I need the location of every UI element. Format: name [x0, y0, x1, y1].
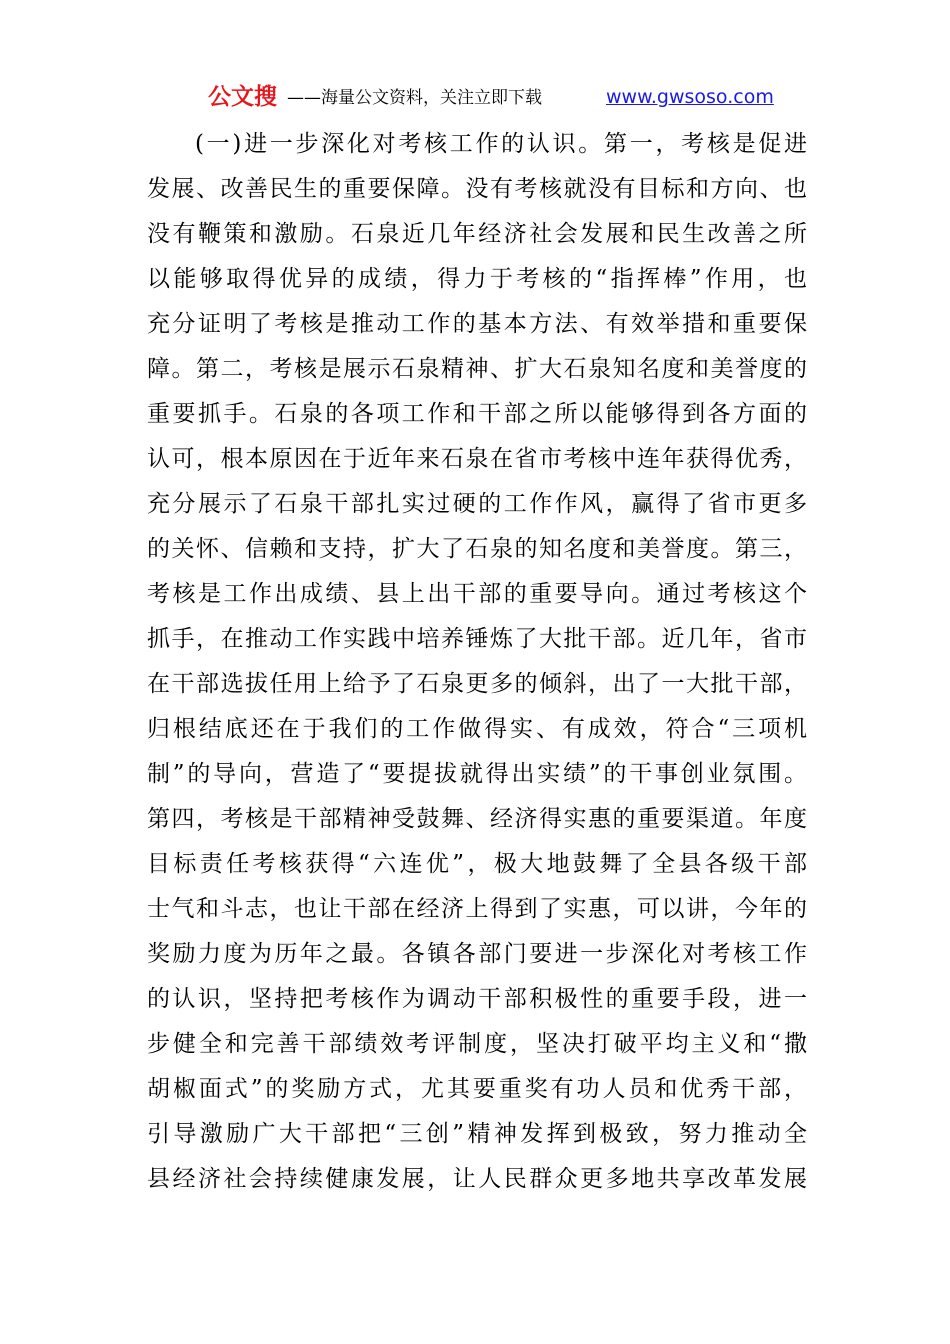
site-link[interactable]: www.gwsoso.com	[606, 86, 774, 108]
text-line: 没有鞭策和激励。石泉近几年经济社会发展和民生改善之所	[147, 221, 807, 247]
text-line: 以能够取得优异的成绩，得力于考核的“指挥棒”作用，也	[147, 266, 807, 292]
text-line: 发展、改善民生的重要保障。没有考核就没有目标和方向、也	[147, 176, 807, 202]
text-line: 归根结底还在于我们的工作做得实、有成效，符合“三项机	[147, 716, 807, 742]
header-tagline: ——海量公文资料，关注立即下载	[287, 88, 542, 108]
text-line: 障。第二，考核是展示石泉精神、扩大石泉知名度和美誉度的	[147, 356, 807, 382]
text-line: 充分展示了石泉干部扎实过硬的工作作风，赢得了省市更多	[147, 491, 807, 517]
text-line: 抓手，在推动工作实践中培养锤炼了大批干部。近几年，省市	[147, 626, 807, 652]
text-line: (一)进一步深化对考核工作的认识。第一，考核是促进	[195, 131, 807, 157]
page-header	[0, 82, 950, 116]
brand-logo-text: 公文搜	[208, 84, 277, 110]
text-line: 在干部选拔任用上给予了石泉更多的倾斜，出了一大批干部，	[147, 671, 807, 697]
text-line: 胡椒面式”的奖励方式，尤其要重奖有功人员和优秀干部，	[147, 1076, 807, 1102]
text-line: 步健全和完善干部绩效考评制度，坚决打破平均主义和“撒	[147, 1031, 807, 1057]
text-line: 奖励力度为历年之最。各镇各部门要进一步深化对考核工作	[147, 941, 807, 967]
text-line: 的关怀、信赖和支持，扩大了石泉的知名度和美誉度。第三，	[147, 536, 807, 562]
text-line: 县经济社会持续健康发展，让人民群众更多地共享改革发展	[147, 1166, 807, 1192]
text-line: 士气和斗志，也让干部在经济上得到了实惠，可以讲，今年的	[147, 896, 807, 922]
text-line: 考核是工作出成绩、县上出干部的重要导向。通过考核这个	[147, 581, 807, 607]
text-line: 的认识，坚持把考核作为调动干部积极性的重要手段，进一	[147, 986, 807, 1012]
text-line: 重要抓手。石泉的各项工作和干部之所以能够得到各方面的	[147, 401, 807, 427]
text-line: 引导激励广大干部把“三创”精神发挥到极致，努力推动全	[147, 1121, 807, 1147]
text-line: 第四，考核是干部精神受鼓舞、经济得实惠的重要渠道。年度	[147, 806, 807, 832]
text-line: 制”的导向，营造了“要提拔就得出实绩”的干事创业氛围。	[147, 761, 807, 787]
text-line: 目标责任考核获得“六连优”，极大地鼓舞了全县各级干部	[147, 851, 807, 877]
text-line: 充分证明了考核是推动工作的基本方法、有效举措和重要保	[147, 311, 807, 337]
document-paragraph	[147, 122, 807, 1202]
text-line: 认可，根本原因在于近年来石泉在省市考核中连年获得优秀，	[147, 446, 807, 472]
